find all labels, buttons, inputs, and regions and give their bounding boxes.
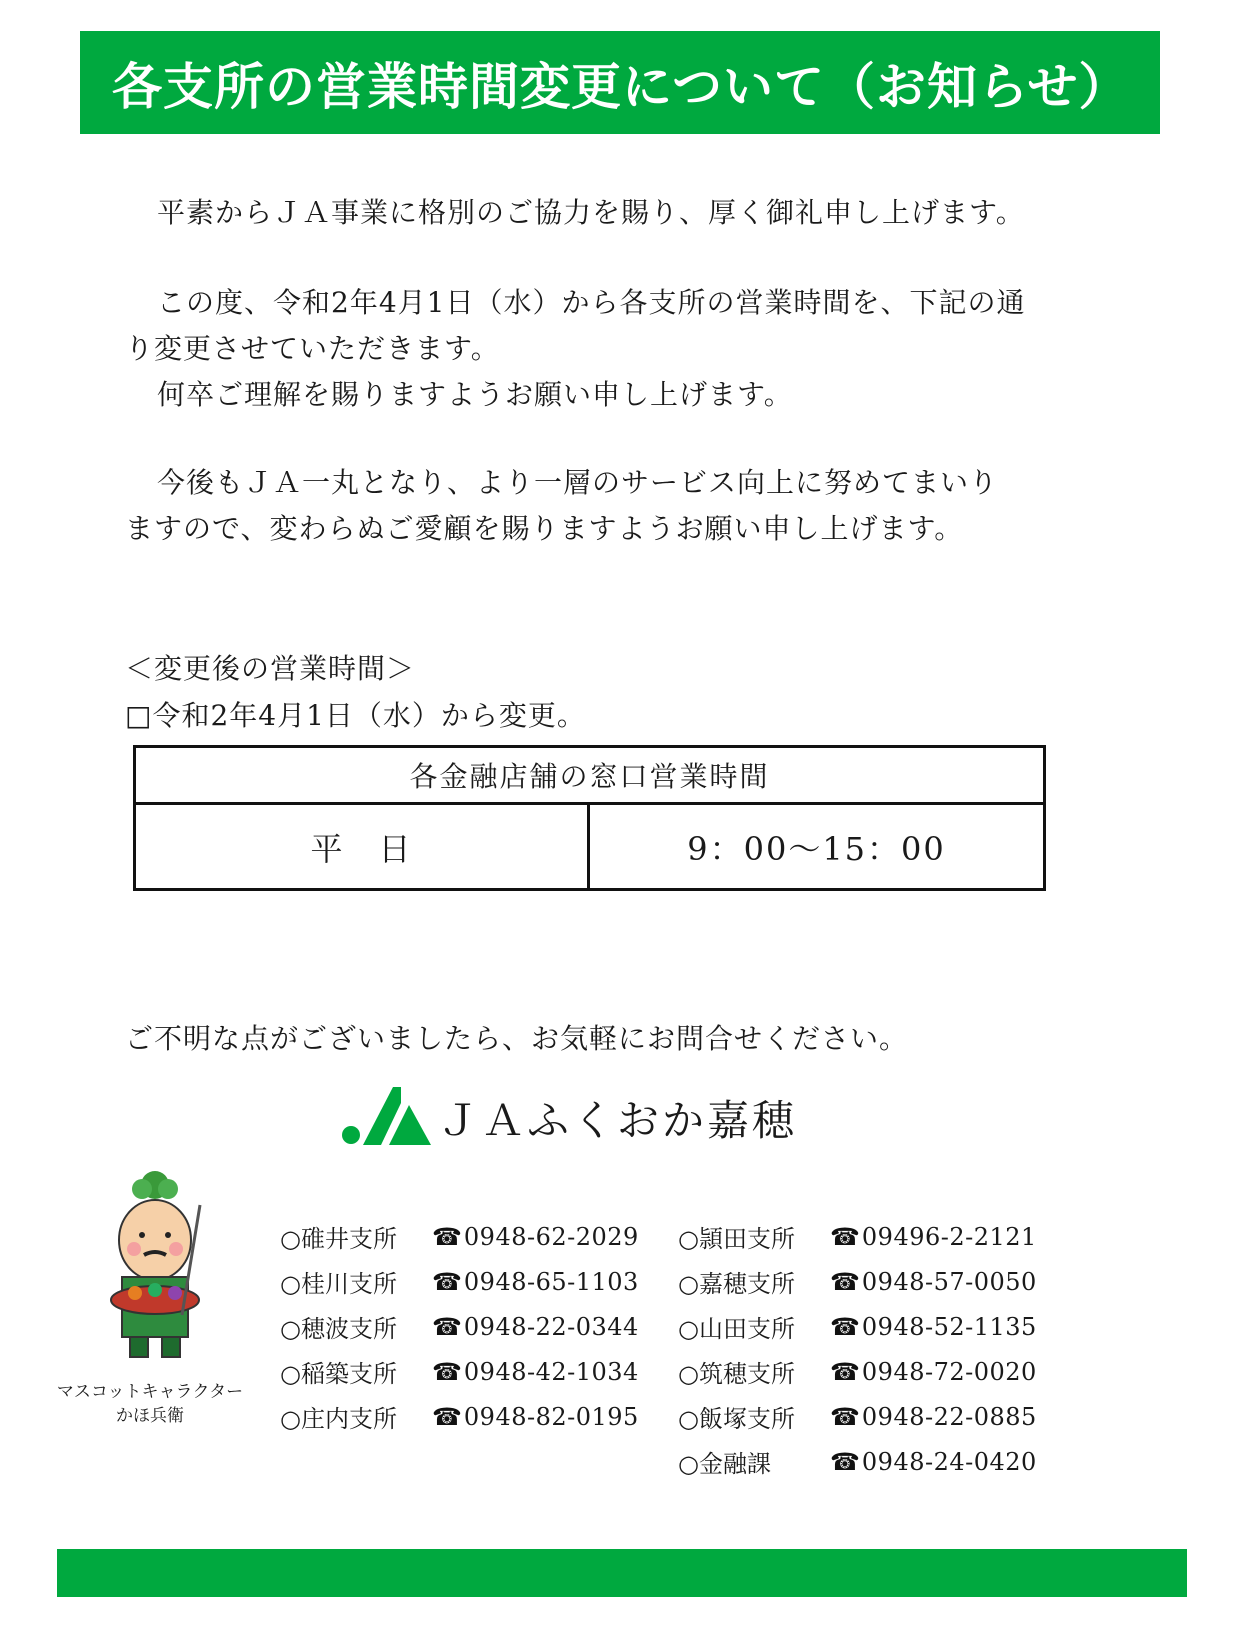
branch-name: ○庄内支所 (280, 1405, 397, 1433)
branch-name: ○桂川支所 (280, 1270, 397, 1298)
branch-list-left (280, 1214, 639, 1439)
phone-icon: ☎ (432, 1267, 462, 1296)
phone-icon: ☎ (432, 1312, 462, 1341)
branch-name: ○稲築支所 (280, 1360, 397, 1388)
phone-icon: ☎ (830, 1447, 860, 1476)
branch-item (678, 1349, 1037, 1394)
branch-item (678, 1304, 1037, 1349)
branch-item (280, 1304, 639, 1349)
branch-phone: 0948-22-0344 (463, 1312, 639, 1341)
branch-item (678, 1394, 1037, 1439)
paragraph-closing-line1: 今後もＪＡ一丸となり、より一層のサービス向上に努めてまいり (157, 466, 999, 499)
branch-phone: 0948-57-0050 (861, 1267, 1037, 1296)
paragraph-closing (125, 460, 1125, 552)
branch-item (280, 1394, 639, 1439)
branch-phone: 0948-82-0195 (463, 1402, 639, 1431)
branch-phone: 0948-65-1103 (463, 1267, 639, 1296)
hours-table-row (136, 805, 1043, 888)
branch-phone: 0948-72-0020 (861, 1357, 1037, 1386)
paragraph-change-line1: この度、令和2年4月1日（水）から各支所の営業時間を、下記の通 (157, 286, 1026, 319)
page-title: 各支所の営業時間変更について（お知らせ） (112, 57, 1130, 116)
branch-item (678, 1214, 1037, 1259)
phone-icon: ☎ (432, 1222, 462, 1251)
branch-name: ○頴田支所 (678, 1225, 795, 1253)
branch-phone: 0948-62-2029 (463, 1222, 639, 1251)
business-hours-table (133, 745, 1046, 891)
section-heading: ＜変更後の営業時間＞ (125, 652, 416, 685)
inquiry-text: ご不明な点がございましたら、お気軽にお問合せください。 (125, 1022, 909, 1055)
phone-icon: ☎ (830, 1267, 860, 1296)
ja-logo (341, 1085, 797, 1145)
mascot-caption (40, 1380, 260, 1428)
paragraph-change-line2: り変更させていただきます。 (125, 332, 500, 365)
branch-item (280, 1214, 639, 1259)
paragraph-closing-line2: ますので、変わらぬご愛顧を賜りますようお願い申し上げます。 (125, 512, 964, 545)
branch-name: ○穂波支所 (280, 1315, 397, 1343)
phone-icon: ☎ (830, 1402, 860, 1431)
paragraph-greeting: 平素からＪＡ事業に格別のご協力を賜り、厚く御礼申し上げます。 (157, 196, 1025, 229)
hours-row-value: 9：00～15：00 (687, 829, 946, 868)
branch-item (280, 1259, 639, 1304)
footer-bar (57, 1549, 1187, 1597)
phone-icon: ☎ (830, 1222, 860, 1251)
title-banner (80, 31, 1160, 134)
branch-name: ○筑穂支所 (678, 1360, 795, 1388)
branch-name: ○嘉穂支所 (678, 1270, 795, 1298)
phone-icon: ☎ (830, 1312, 860, 1341)
ja-logo-mark-icon (341, 1085, 431, 1145)
ja-logo-text: ＪＡふくおか嘉穂 (437, 1096, 798, 1145)
mascot-caption-line1: マスコットキャラクター (56, 1382, 244, 1402)
phone-icon: ☎ (432, 1357, 462, 1386)
branch-phone: 09496-2-2121 (861, 1222, 1037, 1251)
branch-item (280, 1349, 639, 1394)
branch-phone: 0948-42-1034 (463, 1357, 639, 1386)
change-date-note: □令和2年4月1日（水）から変更。 (125, 699, 586, 732)
hours-table-header: 各金融店舗の窓口営業時間 (136, 748, 1043, 805)
branch-item (678, 1259, 1037, 1304)
branch-name: ○金融課 (678, 1450, 771, 1478)
branch-phone: 0948-24-0420 (861, 1447, 1037, 1476)
branch-list-right (678, 1214, 1037, 1484)
mascot-caption-line2: かほ兵衛 (116, 1406, 184, 1426)
branch-phone: 0948-22-0885 (861, 1402, 1037, 1431)
phone-icon: ☎ (432, 1402, 462, 1431)
branch-phone: 0948-52-1135 (861, 1312, 1037, 1341)
branch-name: ○山田支所 (678, 1315, 795, 1343)
phone-icon: ☎ (830, 1357, 860, 1386)
branch-name: ○碓井支所 (280, 1225, 397, 1253)
mascot-icon (100, 1165, 210, 1365)
paragraph-change-notice (125, 280, 1125, 418)
paragraph-request: 何卒ご理解を賜りますようお願い申し上げます。 (157, 378, 793, 411)
branch-item (678, 1439, 1037, 1484)
branch-name: ○飯塚支所 (678, 1405, 795, 1433)
hours-row-label: 平 日 (136, 805, 590, 888)
